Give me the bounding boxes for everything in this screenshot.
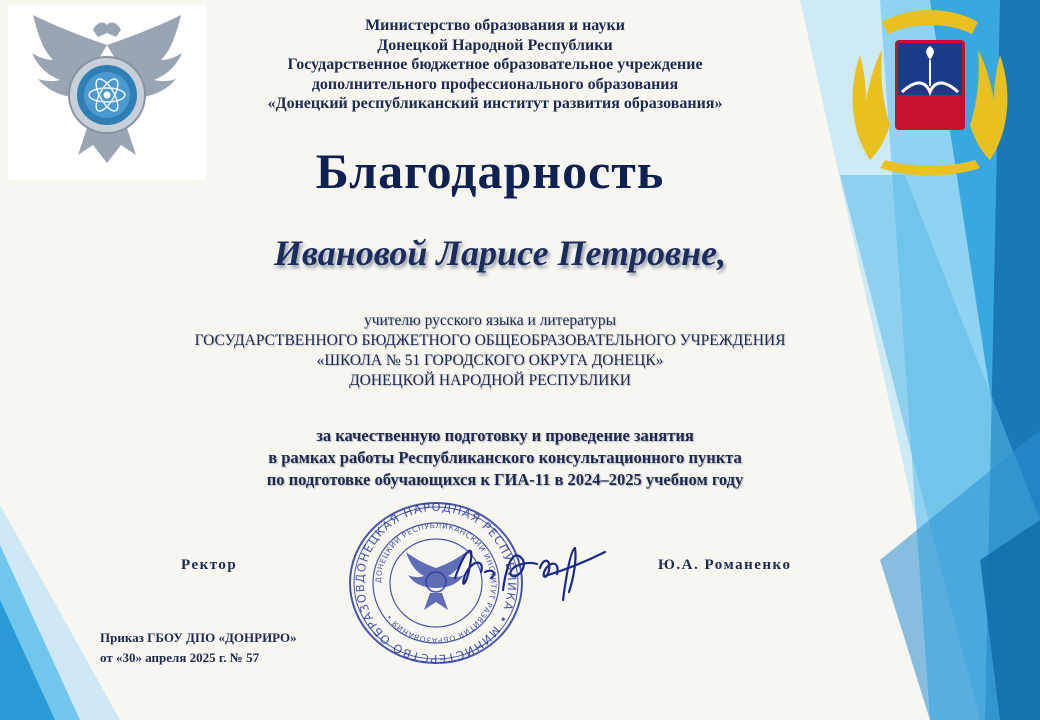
- stamp-inner-text: ДОНЕЦКИЙ РЕСПУБЛИКАНСКИЙ ИНСТИТУТ РАЗВИТИЯ ОБРАЗОВАНИЯ •: [373, 520, 499, 646]
- issuing-organization-header: [150, 16, 840, 114]
- recipient-position: [90, 311, 890, 391]
- signature-icon: [445, 530, 610, 620]
- header-line-2: Донецкой Народной Республики: [377, 36, 613, 54]
- reason-line-2: в рамках работы Республиканского консультационного пункта: [268, 448, 742, 467]
- order-line-1: Приказ ГБОУ ДПО «ДОНРИРО»: [100, 630, 297, 645]
- rector-name: Ю.А. Романенко: [658, 557, 792, 573]
- order-line-2: от «30» апреля 2025 г. № 57: [100, 650, 260, 665]
- recipient-name: Ивановой Ларисе Петровне,: [273, 233, 727, 273]
- gratitude-reason: [140, 425, 870, 491]
- document-title: Благодарность: [315, 143, 665, 199]
- header-line-4: дополнительного профессионального образования: [311, 75, 679, 93]
- rector-label: Ректор: [181, 557, 238, 573]
- position-line-3: «ШКОЛА № 51 ГОРОДСКОГО ОКРУГА ДОНЕЦК»: [316, 352, 664, 369]
- reason-line-1: за качественную подготовку и проведение занятия: [316, 426, 694, 445]
- header-line-5: «Донецкий республиканский институт развития образования»: [267, 95, 723, 112]
- position-line-2: ГОСУДАРСТВЕННОГО БЮДЖЕТНОГО ОБЩЕОБРАЗОВАТЕЛЬНОГО УЧРЕЖДЕНИЯ: [194, 332, 786, 349]
- position-line-1: учителю русского языка и литературы: [363, 312, 617, 329]
- stamp-outer-text: ДОНЕЦКАЯ НАРОДНАЯ РЕСПУБЛИКА • МИНИСТЕРСТВО ОБРАЗОВ: [352, 499, 520, 667]
- donriro-logo: [840, 0, 1020, 180]
- header-line-3: Государственное бюджетное образовательное учреждение: [287, 56, 703, 73]
- position-line-4: ДОНЕЦКОЙ НАРОДНОЙ РЕСПУБЛИКИ: [349, 372, 631, 389]
- header-line-1: Министерство образования и науки: [365, 17, 625, 34]
- order-reference: [100, 628, 297, 668]
- reason-line-3: по подготовке обучающихся к ГИА-11 в 2024–2025 учебном году: [266, 470, 744, 489]
- rector-signature: [445, 530, 610, 620]
- donriro-logo-icon: [840, 0, 1020, 180]
